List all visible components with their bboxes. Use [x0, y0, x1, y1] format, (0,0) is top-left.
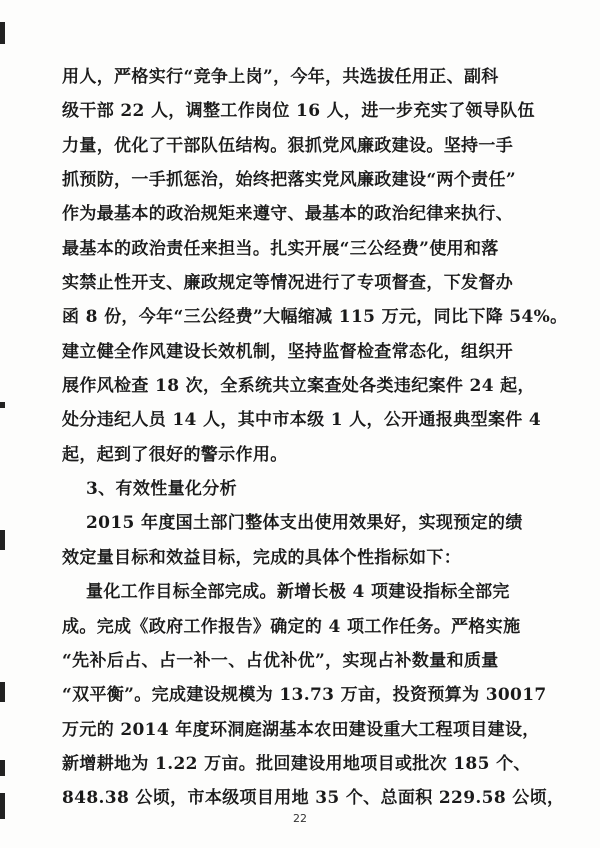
text-line: 实禁止性开支、廉政规定等情况进行了专项督查，下发督办 [62, 273, 514, 294]
text-line: 级干部 22 人，调整工作岗位 16 人，进一步充实了领导队伍 [62, 101, 535, 122]
text-line: 万元的 2014 年度环洞庭湖基本农田建设重大工程项目建设， [62, 719, 540, 740]
text-line: 函 8 份，今年“三公经费”大幅缩减 115 万元，同比下降 54%。 [62, 307, 568, 328]
text-line: 最基本的政治责任来担当。扎实开展“三公经费”使用和落 [62, 238, 499, 259]
text-line: 起，起到了很好的警示作用。 [62, 444, 288, 465]
scan-edge-mark [0, 530, 5, 550]
text-line: 2015 年度国土部门整体支出使用效果好，实现预定的绩 [86, 513, 523, 534]
text-line: 处分违纪人员 14 人，其中市本级 1 人，公开通报典型案件 4 [62, 410, 542, 431]
section-heading: 3、有效性量化分析 [86, 479, 237, 500]
paragraph-quantified-targets [62, 575, 565, 815]
text-line: 成。完成《政府工作报告》确定的 4 项工作任务。严格实施 [62, 616, 521, 637]
text-line: 作为最基本的政治规矩来遵守、最基本的政治纪律来执行、 [62, 204, 514, 225]
scan-edge-mark [0, 22, 5, 44]
text-line: 建立健全作风建设长效机制，坚持监督检查常态化，组织开 [62, 341, 514, 362]
text-line: “先补后占、占一补一、占优补优”，实现占补数量和质量 [62, 650, 499, 671]
text-line: 用人，严格实行“竞争上岗”，今年，共选拔任用正、副科 [62, 67, 499, 87]
document-body [62, 60, 568, 816]
paragraph-overall-effect [62, 506, 536, 575]
text-line: 848.38 公顷，市本级项目用地 35 个、总面积 229.58 公顷， [62, 788, 565, 809]
scan-edge-mark [0, 760, 5, 776]
page-number: 22 [293, 812, 307, 825]
text-line: 抓预防，一手抓惩治，始终把落实党风廉政建设“两个责任” [62, 170, 517, 191]
scan-edge-mark [0, 402, 5, 408]
paragraph-cadre-and-integrity [62, 60, 568, 472]
text-line: 效定量目标和效益目标，完成的具体个性指标如下： [62, 547, 462, 568]
text-line: 新增耕地为 1.22 万亩。批回建设用地项目或批次 185 个、 [62, 753, 531, 774]
scan-edge-mark [0, 682, 5, 702]
text-line: 力量，优化了干部队伍结构。狠抓党风廉政建设。坚持一手 [62, 135, 514, 156]
text-line: 量化工作目标全部完成。新增长极 4 项建设指标全部完 [86, 582, 510, 603]
text-line: 展作风检查 18 次，全系统共立案查处各类违纪案件 24 起， [62, 376, 535, 397]
text-line: “双平衡”。完成建设规模为 13.73 万亩，投资预算为 30017 [62, 685, 547, 706]
